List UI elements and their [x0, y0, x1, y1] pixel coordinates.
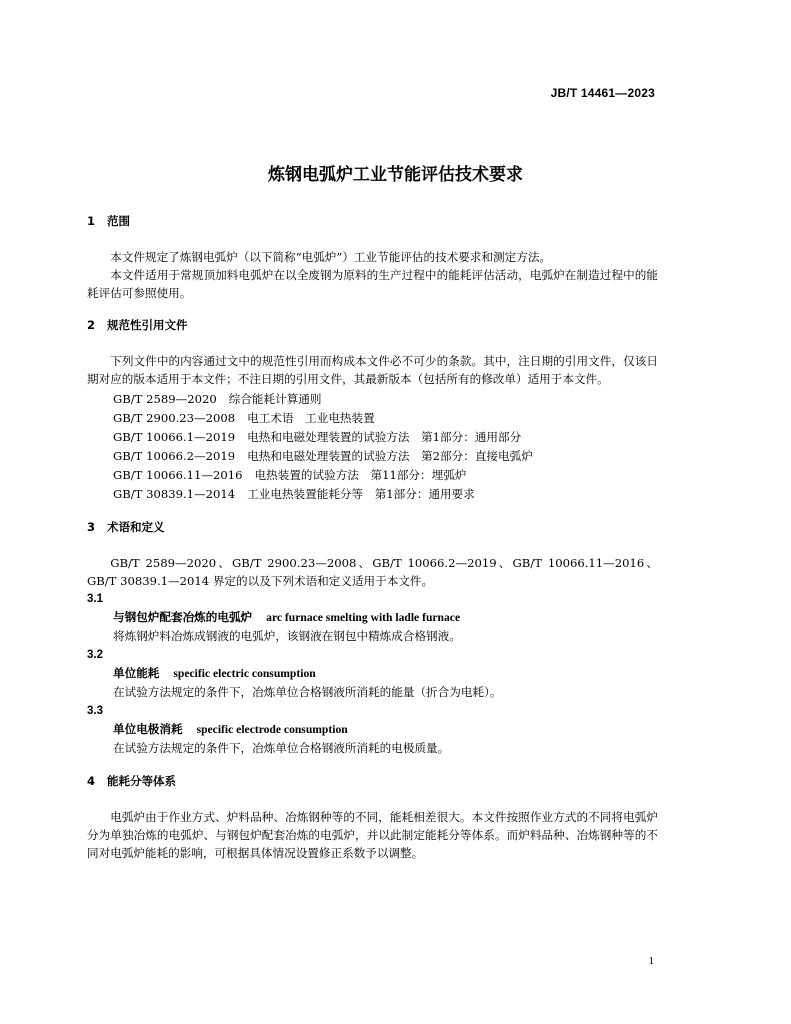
section-number: 3 — [87, 520, 96, 534]
reference-code: GB/T 10066.11—2016 — [113, 468, 243, 482]
reference-title: 电工术语 工业电热装置 — [247, 411, 375, 425]
section-energy-grading — [87, 772, 658, 862]
section-scope — [87, 212, 658, 302]
paragraph: GB/T 2589—2020、GB/T 2900.23—2008、GB/T 10066.2—2019、GB/T 10066.11—2016、GB/T 30839.1—2014 界定的以及下列术语和定义适用于本文件。 — [87, 556, 658, 588]
section-title: 范围 — [107, 214, 130, 228]
term-definition: 在试验方法规定的条件下，冶炼单位合格钢液所消耗的能量（折合为电耗）。 — [113, 685, 502, 699]
term-name — [87, 608, 658, 627]
term-name — [87, 720, 658, 739]
section-heading — [87, 518, 658, 536]
reference-item — [87, 409, 658, 428]
section-number: 2 — [87, 318, 96, 332]
reference-item — [87, 447, 658, 466]
term-number: 3.1 — [87, 593, 103, 605]
term-name-zh: 单位能耗 — [113, 666, 160, 680]
term-number: 3.3 — [87, 705, 103, 717]
term-entry — [87, 702, 658, 758]
reference-item — [87, 428, 658, 447]
reference-item — [87, 485, 658, 504]
page-number: 1 — [648, 955, 654, 967]
term-name — [87, 664, 658, 683]
section-heading — [87, 772, 658, 790]
term-name-en: specific electrode consumption — [196, 723, 348, 736]
paragraph: 电弧炉由于作业方式、炉料品种、冶炼钢种等的不同，能耗相差很大。本文件按照作业方式的不同将电弧炉分为单独冶炼的电弧炉、与钢包炉配套冶炼的电弧炉，并以此制定能耗分等体系。而炉料品种、冶炼钢种等的不同对电弧炉能耗的影响，可根据具体情况设置修正系数予以调整。 — [87, 810, 658, 860]
section-number: 4 — [87, 774, 96, 788]
reference-code: GB/T 2589—2020 — [113, 392, 217, 406]
standard-code: JB/T 14461—2023 — [550, 86, 655, 100]
term-entry — [87, 590, 658, 646]
term-name-en: arc furnace smelting with ladle furnace — [266, 611, 461, 624]
term-number: 3.2 — [87, 649, 103, 661]
term-name-en: specific electric consumption — [173, 667, 316, 680]
paragraph: 本文件适用于常规顶加料电弧炉在以全废钢为原料的生产过程中的能耗评估活动，电弧炉在制造过程中的能耗评估可参照使用。 — [87, 268, 658, 300]
section-title: 规范性引用文件 — [107, 318, 188, 332]
reference-item — [87, 390, 658, 409]
term-name-zh: 单位电极消耗 — [113, 722, 183, 736]
reference-title: 电热和电磁处理装置的试验方法 第2部分：直接电弧炉 — [247, 449, 533, 463]
paragraph: 下列文件中的内容通过文中的规范性引用而构成本文件必不可少的条款。其中，注日期的引用文件，仅该日期对应的版本适用于本文件；不注日期的引用文件，其最新版本（包括所有的修改单）适用于本文件。 — [87, 354, 658, 386]
reference-code: GB/T 2900.23—2008 — [113, 411, 236, 425]
term-definition: 将炼钢炉料冶炼成钢液的电弧炉，该钢液在钢包中精炼成合格钢液。 — [113, 629, 461, 643]
reference-title: 电热装置的试验方法 第11部分：埋弧炉 — [254, 468, 467, 482]
reference-item — [87, 466, 658, 485]
section-title: 能耗分等体系 — [107, 774, 176, 788]
term-entry — [87, 646, 658, 702]
reference-code: GB/T 10066.2—2019 — [113, 449, 236, 463]
section-heading — [87, 316, 658, 334]
reference-title: 电热和电磁处理装置的试验方法 第1部分：通用部分 — [247, 430, 522, 444]
section-number: 1 — [87, 214, 96, 228]
section-terms-definitions — [87, 518, 658, 758]
document-body — [87, 212, 658, 862]
term-definition: 在试验方法规定的条件下，冶炼单位合格钢液所消耗的电极质量。 — [113, 741, 450, 755]
reference-code: GB/T 10066.1—2019 — [113, 430, 236, 444]
paragraph: 本文件规定了炼钢电弧炉（以下简称“电弧炉”）工业节能评估的技术要求和测定方法。 — [110, 250, 552, 264]
document-title: 炼钢电弧炉工业节能评估技术要求 — [268, 165, 523, 185]
term-name-zh: 与钢包炉配套冶炼的电弧炉 — [113, 610, 253, 624]
reference-code: GB/T 30839.1—2014 — [113, 487, 236, 501]
reference-title: 工业电热装置能耗分等 第1部分：通用要求 — [247, 487, 475, 501]
reference-title: 综合能耗计算通则 — [228, 392, 322, 406]
section-normative-references — [87, 316, 658, 504]
section-title: 术语和定义 — [107, 520, 165, 534]
section-heading — [87, 212, 658, 230]
